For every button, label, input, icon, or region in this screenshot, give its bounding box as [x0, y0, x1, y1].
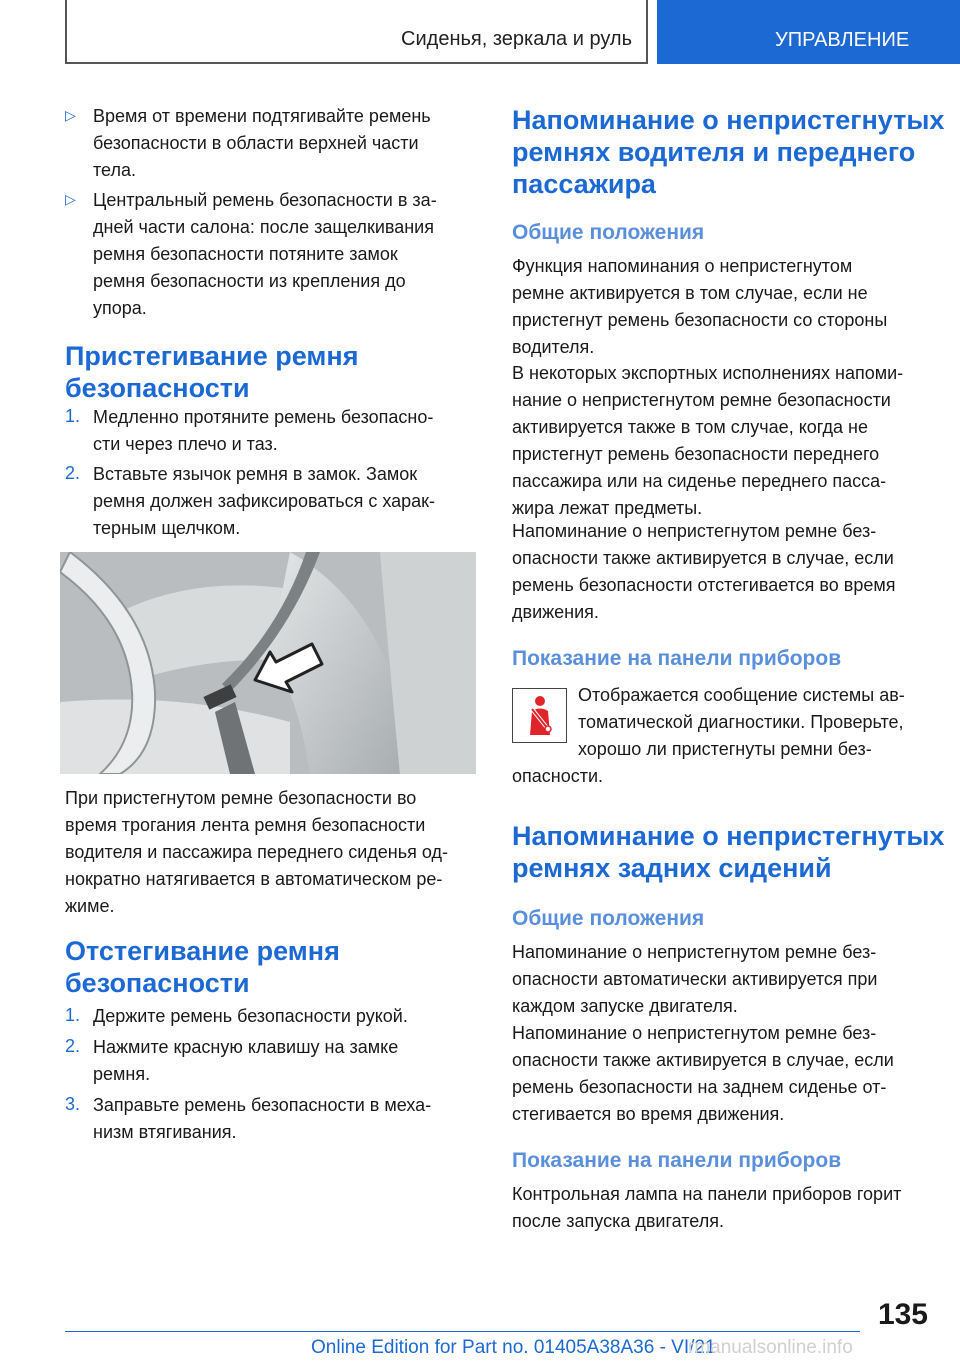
paragraph: Напоминание о непристегнутом ремне без- опасности также активируется в случае, если ремень безопасности отстегивается во время движения. [512, 521, 896, 622]
watermark: rmanualsonline.info [688, 1337, 853, 1358]
step-number: 1. [65, 1005, 81, 1025]
section-heading: Пристегивание ремня безопасности [65, 341, 359, 403]
paragraph: Напоминание о непристегнутом ремне без- опасности также активируется в случае, если ремень безопасности на заднем сиденье от- стегивается во время движения. [512, 1023, 894, 1124]
step-text: Заправьте ремень безопасности в меха- низм втягивания. [93, 1095, 432, 1142]
triangle-right-icon: ▷ [65, 107, 76, 123]
bullet-text: Время от времени подтягивайте ремень безопасности в области верхней части тела. [93, 106, 431, 180]
bullet-text: Центральный ремень безопасности в за- дней части салона: после защелкивания ремня безопасности потяните замок ремня безопасности из крепления до упора. [93, 190, 437, 318]
paragraph: Функция напоминания о непристегнутом ремне активируется в том случае, если не пристегнут ремень безопасности со стороны водителя. [512, 256, 888, 357]
chapter-tab [657, 0, 960, 64]
seatbelt-warning-icon [512, 688, 567, 743]
step-number: 2. [65, 463, 81, 483]
page-number: 135 [877, 1298, 928, 1331]
header-section-box [65, 0, 648, 64]
chapter-tab-label: УПРАВЛЕНИЕ [775, 29, 910, 51]
paragraph: Отображается сообщение системы ав- томатической диагностики. Проверьте, хорошо ли пристегнуты ремни без- [578, 685, 905, 759]
step-text: Медленно протяните ремень безопасно- сти через плечо и таз. [93, 407, 434, 454]
step-text: Вставьте язычок ремня в замок. Замок ремня должен зафиксироваться с харак- терным щелчком. [93, 464, 436, 538]
paragraph: В некоторых экспортных исполнениях напоми- нание о непристегнутом ремне безопасности активируется также в том случае, когда не пристегнут ремень безопасности переднего пассажира или на сиденье переднего пасса- жира лежат предметы. [512, 363, 904, 518]
section-title: Сиденья, зеркала и руль [401, 28, 632, 50]
paragraph: При пристегнутом ремне безопасности во время трогания лента ремня безопасности водителя и пассажира переднего сиденья од- нократно натягивается в автоматическом ре- жиме. [65, 788, 448, 916]
subheading: Показание на панели приборов [512, 1149, 842, 1172]
step-number: 1. [65, 406, 81, 426]
triangle-right-icon: ▷ [65, 191, 76, 207]
step-text: Нажмите красную клавишу на замке ремня. [93, 1037, 399, 1084]
subheading: Общие положения [512, 221, 705, 244]
step-number: 2. [65, 1036, 81, 1056]
step-number: 3. [65, 1094, 81, 1114]
paragraph: Напоминание о непристегнутом ремне без- опасности автоматически активируется при каждом запуске двигателя. [512, 942, 878, 1016]
paragraph: опасности. [512, 766, 604, 786]
section-heading: Отстегивание ремня безопасности [65, 936, 340, 998]
paragraph: Контрольная лампа на панели приборов горит после запуска двигателя. [512, 1184, 902, 1231]
subheading: Показание на панели приборов [512, 647, 842, 670]
subheading: Общие положения [512, 907, 705, 930]
edition-text: Online Edition for Part no. 01405A38A36 - VI/21 [311, 1337, 716, 1358]
section-heading: Напоминание о непристегнутых ремнях водителя и переднего пассажира [512, 105, 945, 199]
seatbelt-buckle-photo [60, 552, 476, 774]
step-text: Держите ремень безопасности рукой. [93, 1006, 408, 1026]
footer-divider [65, 1331, 860, 1332]
section-heading: Напоминание о непристегнутых ремнях задних сидений [512, 821, 945, 883]
